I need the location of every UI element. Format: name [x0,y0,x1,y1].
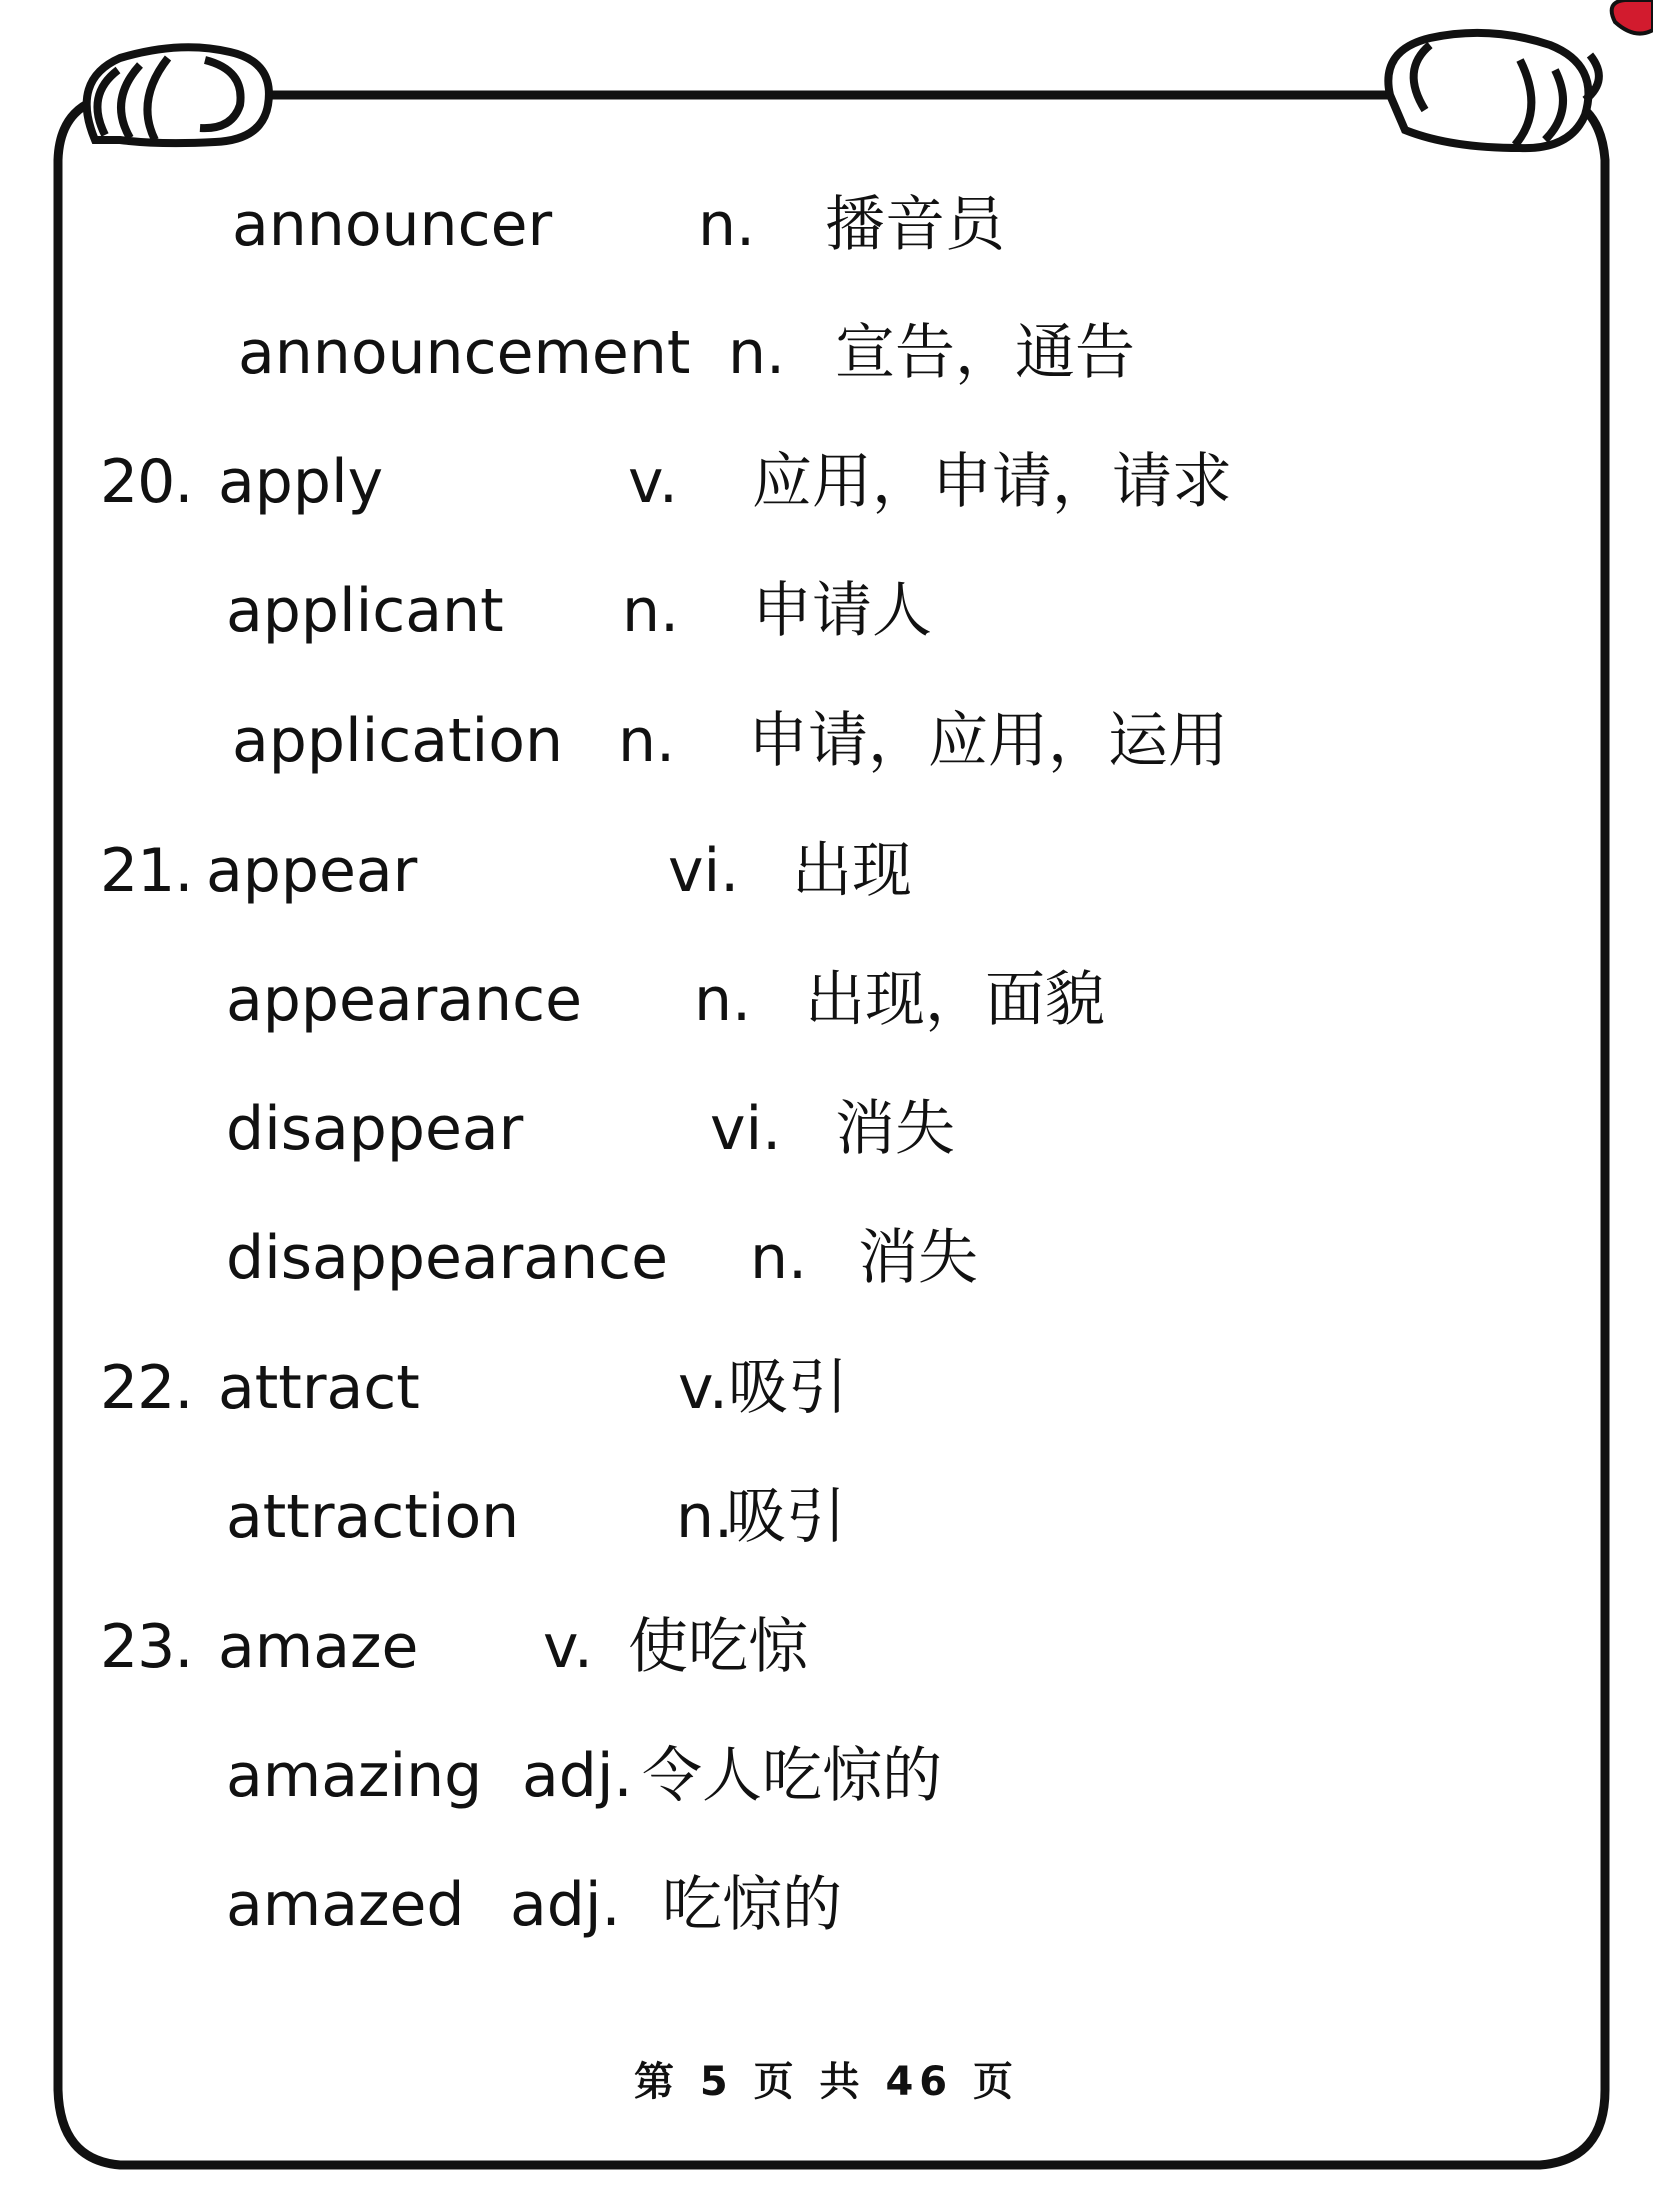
entry-word: attract [218,1353,420,1423]
entry-meaning: 吃惊的 [662,1870,842,1940]
entry-pos: vi. [710,1094,782,1164]
entry-pos: v. [678,1353,728,1423]
right-hand-icon [1388,33,1599,148]
entry-pos: n. [622,576,680,646]
entry-number: 20. [100,447,193,517]
entry-word: appearance [226,965,582,1035]
entry-meaning: 宣告，通告 [835,318,1135,388]
entry-meaning: 令人吃惊的 [642,1741,942,1811]
entry-word: announcement [238,318,691,388]
page-footer: 第 5 页 共 46 页 [633,2059,1020,2105]
entry-row [0,180,1653,270]
entry-row [0,1602,1653,1692]
entry-row [0,1860,1653,1950]
entry-word: announcer [232,190,553,260]
entry-pos: n. [618,706,676,776]
entry-pos: adj. [510,1870,621,1940]
entry-word: attraction [226,1482,520,1552]
entry-pos: n. [698,190,756,260]
entry-row [0,566,1653,656]
entry-meaning: 消失 [858,1223,978,1293]
entry-row [0,696,1653,786]
entry-pos: n. [676,1482,734,1552]
entry-pos: vi. [668,836,740,906]
entry-meaning: 申请，应用，运用 [748,706,1228,776]
entry-number: 23. [100,1612,193,1682]
entry-word: application [232,706,563,776]
entry-word: appear [206,836,418,906]
entry-word: amazing [226,1741,483,1811]
entry-word: amaze [218,1612,419,1682]
entry-meaning: 吸引 [726,1482,846,1552]
entry-meaning: 应用，申请，请求 [752,447,1232,517]
entry-row [0,1731,1653,1821]
entry-number: 21. [100,836,193,906]
entry-meaning: 消失 [835,1094,955,1164]
entry-word: apply [218,447,384,517]
entry-row [0,1084,1653,1174]
entry-meaning: 使吃惊 [628,1612,808,1682]
entry-meaning: 出现 [792,836,912,906]
entry-meaning: 吸引 [728,1353,848,1423]
entry-pos: adj. [522,1741,633,1811]
entry-pos: v. [628,447,678,517]
entry-row [0,437,1653,527]
entry-word: disappearance [226,1223,669,1293]
entry-pos: n. [750,1223,808,1293]
entry-number: 22. [100,1353,193,1423]
heart-icon [1612,0,1653,34]
entry-row [0,1213,1653,1303]
entry-word: applicant [226,576,504,646]
entry-meaning: 出现，面貌 [805,965,1105,1035]
entry-row [0,1343,1653,1433]
entry-row [0,955,1653,1045]
entry-pos: v. [543,1612,593,1682]
entry-pos: n. [728,318,786,388]
left-hand-icon [87,47,269,143]
entry-pos: n. [694,965,752,1035]
entry-word: amazed [226,1870,465,1940]
entry-meaning: 申请人 [752,576,932,646]
entry-row [0,1472,1653,1562]
entry-row [0,308,1653,398]
entry-row [0,826,1653,916]
entry-word: disappear [226,1094,524,1164]
entry-meaning: 播音员 [825,190,1005,260]
